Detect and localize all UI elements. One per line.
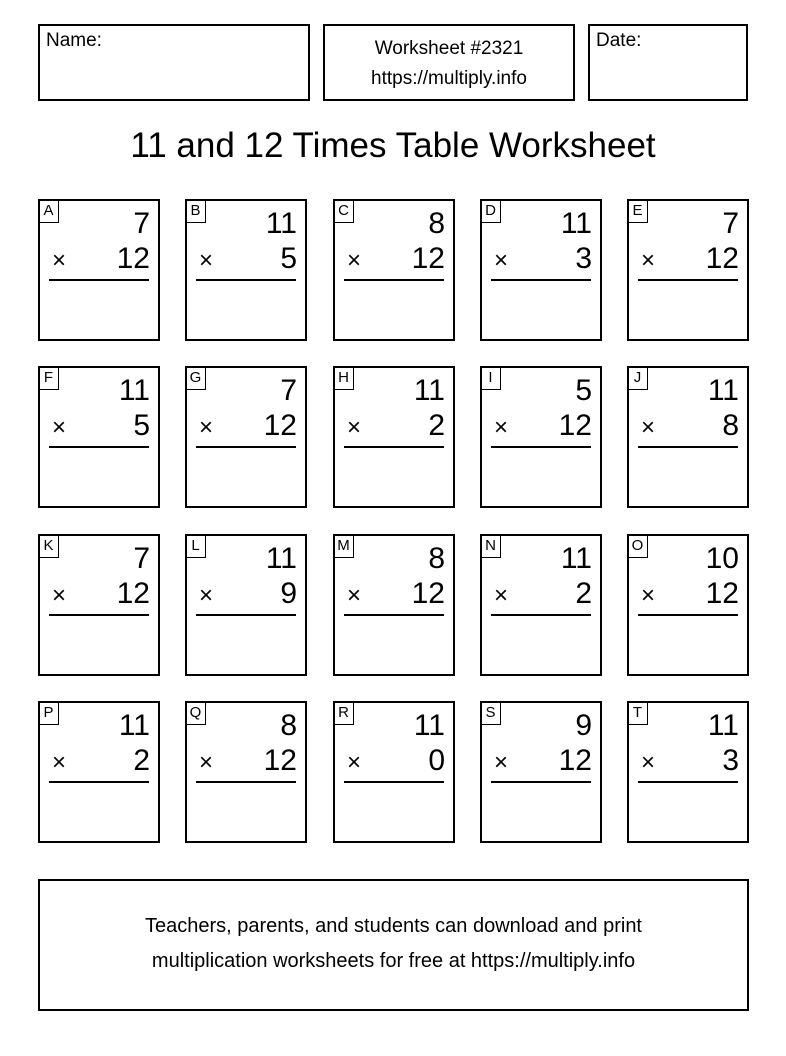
multiply-sign: × [52,247,67,274]
problem-card[interactable] [185,366,307,508]
date-field[interactable] [588,24,748,101]
problem-card[interactable] [480,199,602,341]
multiply-sign: × [641,582,656,609]
multiplier: 8 [722,409,739,442]
problem-card[interactable] [38,701,160,843]
multiplier: 12 [558,409,592,442]
multiplicand: 11 [265,542,297,575]
multiplier: 12 [705,242,739,275]
multiplicand: 10 [705,542,739,575]
multiplier: 12 [116,242,150,275]
multiplier: 3 [722,744,739,777]
worksheet-info-box [323,24,575,101]
problem-letter: I [480,366,501,390]
footer-text-line1: Teachers, parents, and students can download and print [145,915,642,937]
problem-letter: F [38,366,59,390]
problem-card[interactable] [480,534,602,676]
problem-card[interactable] [185,701,307,843]
multiplicand: 11 [265,207,297,240]
worksheet-number: Worksheet #2321 [374,38,524,59]
answer-line [196,446,296,448]
problem-letter: D [480,199,501,223]
problem-card[interactable] [627,534,749,676]
multiply-sign: × [347,247,362,274]
answer-line [638,279,738,281]
multiplicand: 11 [413,709,445,742]
multiplicand: 11 [118,709,150,742]
multiply-sign: × [494,582,509,609]
multiplier: 9 [280,577,297,610]
answer-line [49,446,149,448]
answer-line [196,614,296,616]
multiply-sign: × [494,749,509,776]
multiply-sign: × [199,247,214,274]
problem-letter: C [333,199,354,223]
answer-line [491,614,591,616]
multiply-sign: × [494,247,509,274]
problem-card[interactable] [185,199,307,341]
multiplicand: 11 [707,374,739,407]
multiplicand: 7 [280,374,297,407]
multiply-sign: × [494,414,509,441]
multiplier: 12 [116,577,150,610]
problem-letter: E [627,199,648,223]
multiplicand: 11 [707,709,739,742]
answer-line [638,614,738,616]
problem-card[interactable] [185,534,307,676]
answer-line [196,781,296,783]
problem-card[interactable] [627,701,749,843]
multiply-sign: × [52,582,67,609]
problem-card[interactable] [333,701,455,843]
multiplicand: 9 [575,709,592,742]
answer-line [344,614,444,616]
multiplier: 0 [428,744,445,777]
multiplicand: 8 [280,709,297,742]
problem-letter: L [185,534,206,558]
answer-line [344,781,444,783]
problem-card[interactable] [38,199,160,341]
problem-letter: P [38,701,59,725]
answer-line [638,446,738,448]
multiplicand: 11 [560,207,592,240]
multiplier: 2 [133,744,150,777]
multiplier: 12 [411,577,445,610]
problem-card[interactable] [480,366,602,508]
problem-card[interactable] [627,199,749,341]
multiplicand: 7 [133,542,150,575]
multiplier: 5 [280,242,297,275]
multiplier: 12 [263,409,297,442]
multiplicand: 11 [118,374,150,407]
problem-card[interactable] [333,366,455,508]
problem-letter: M [333,534,354,558]
answer-line [49,781,149,783]
multiply-sign: × [199,414,214,441]
multiply-sign: × [347,749,362,776]
multiplier: 12 [558,744,592,777]
problem-letter: R [333,701,354,725]
multiply-sign: × [347,414,362,441]
footer-text-line2: multiplication worksheets for free at https://multiply.info [151,950,636,972]
problem-card[interactable] [627,366,749,508]
problem-card[interactable] [38,366,160,508]
date-label: Date: [596,30,642,51]
multiplicand: 11 [413,374,445,407]
problem-letter: K [38,534,59,558]
answer-line [49,614,149,616]
answer-line [638,781,738,783]
answer-line [491,279,591,281]
problem-letter: J [627,366,648,390]
multiplier: 12 [411,242,445,275]
answer-line [491,446,591,448]
multiply-sign: × [347,582,362,609]
problem-letter: G [185,366,206,390]
multiply-sign: × [641,414,656,441]
multiplicand: 7 [133,207,150,240]
answer-line [49,279,149,281]
multiplier: 3 [575,242,592,275]
multiplicand: 8 [428,207,445,240]
problem-card[interactable] [480,701,602,843]
problem-card[interactable] [38,534,160,676]
problem-grid [38,199,749,843]
multiply-sign: × [199,582,214,609]
multiply-sign: × [52,414,67,441]
problem-card[interactable] [333,534,455,676]
problem-card[interactable] [333,199,455,341]
problem-letter: S [480,701,501,725]
multiplicand: 8 [428,542,445,575]
answer-line [344,279,444,281]
answer-line [196,279,296,281]
name-label: Name: [46,30,102,51]
multiplier: 2 [428,409,445,442]
problem-letter: H [333,366,354,390]
multiplicand: 11 [560,542,592,575]
worksheet-url: https://multiply.info [371,68,527,89]
multiplier: 5 [133,409,150,442]
problem-letter: T [627,701,648,725]
answer-line [344,446,444,448]
multiply-sign: × [52,749,67,776]
problem-letter: A [38,199,59,223]
problem-letter: Q [185,701,206,725]
problem-letter: B [185,199,206,223]
multiplicand: 7 [722,207,739,240]
problem-letter: O [627,534,648,558]
footer-box [38,879,749,1011]
problem-letter: N [480,534,501,558]
multiplier: 12 [263,744,297,777]
multiply-sign: × [641,749,656,776]
multiplier: 12 [705,577,739,610]
answer-line [491,781,591,783]
multiply-sign: × [199,749,214,776]
multiplicand: 5 [575,374,592,407]
name-field[interactable] [38,24,310,101]
page-title: 11 and 12 Times Table Worksheet [130,126,656,165]
multiplier: 2 [575,577,592,610]
multiply-sign: × [641,247,656,274]
